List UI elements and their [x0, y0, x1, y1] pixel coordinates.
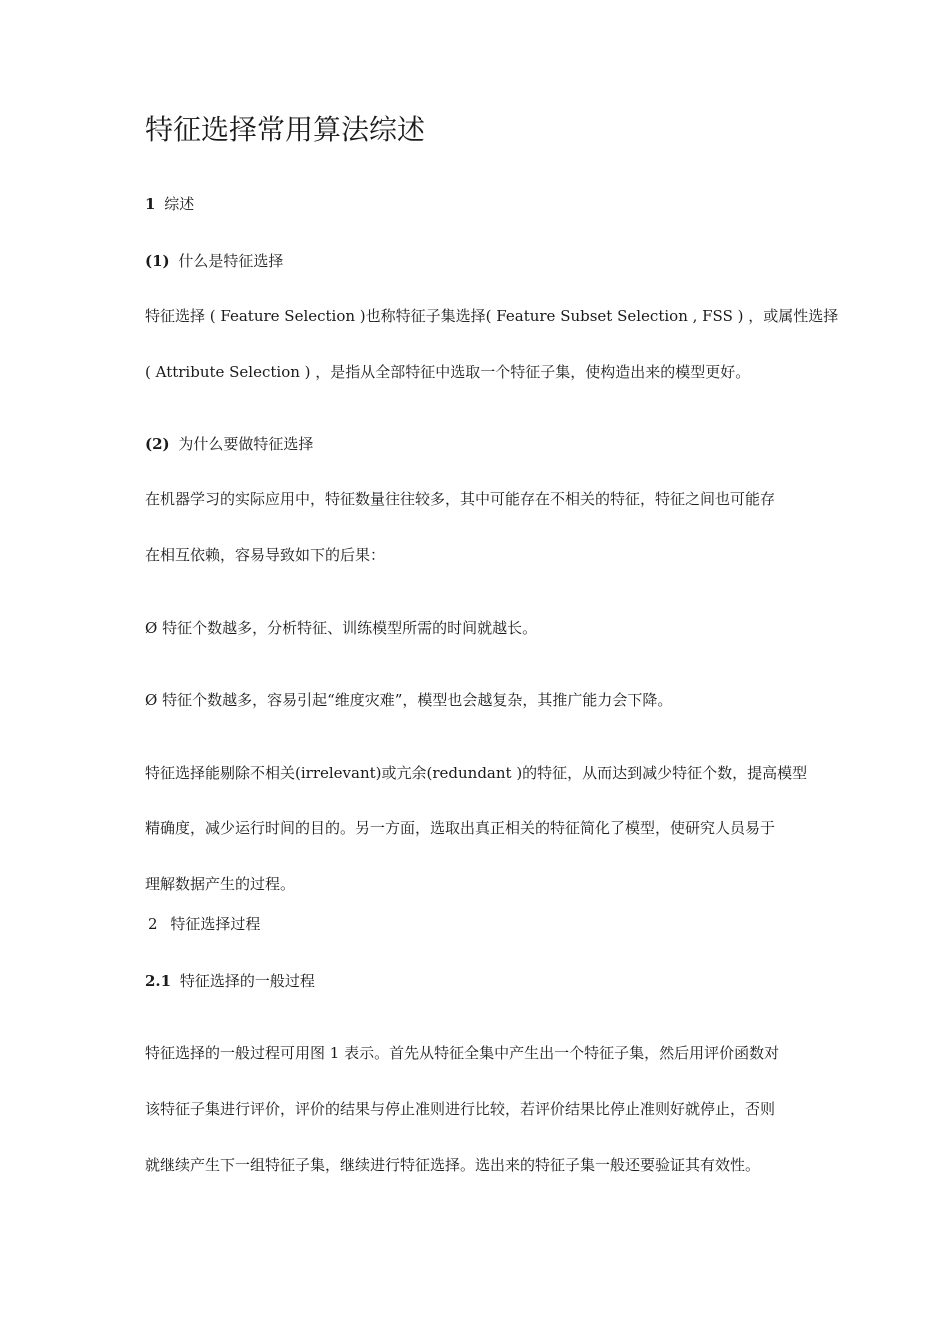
paragraph-line: 在相互依赖，容易导致如下的后果：: [145, 546, 386, 564]
subsection-heading: [145, 250, 283, 272]
paragraph-line: 精确度，减少运行时间的目的。另一方面，选取出真正相关的特征简化了模型，使研究人员易于: [145, 819, 776, 837]
section-heading: [145, 193, 194, 215]
bullet-item: Ø 特征个数越多，分析特征、训练模型所需的时间就越长。: [145, 619, 538, 637]
subsection-heading: [145, 433, 313, 455]
paragraph-line: ( Attribute Selection ) ，是指从全部特征中选取一个特征子集，使构造出来的模型更好。: [145, 363, 751, 381]
document-title: 特征选择常用算法综述: [145, 113, 426, 146]
subsection-title: 什么是特征选择: [178, 252, 284, 270]
bullet-item: Ø 特征个数越多，容易引起“维度灾难”，模型也会越复杂，其推广能力会下降。: [145, 691, 673, 709]
subsection-title: 为什么要做特征选择: [178, 435, 314, 453]
section-title: 特征选择过程: [170, 915, 261, 933]
section-title: 综述: [164, 195, 195, 213]
paragraph-line: 特征选择的一般过程可用图 1 表示。首先从特征全集中产生出一个特征子集，然后用评价函数对: [145, 1044, 780, 1062]
subsection-number: (2): [145, 435, 170, 453]
paragraph-line: 就继续产生下一组特征子集，继续进行特征选择。选出来的特征子集一般还要验证其有效性。: [145, 1156, 761, 1174]
section-number: 1: [145, 195, 156, 213]
section-number: 2: [148, 915, 158, 933]
subsection-number: 2.1: [145, 972, 172, 990]
subsection-heading: [145, 970, 315, 992]
paragraph-line: 特征选择能剔除不相关(irrelevant)或亢余(redundant )的特征，从而达到减少特征个数，提高模型: [145, 764, 808, 782]
paragraph-line: 理解数据产生的过程。: [145, 875, 296, 893]
paragraph-line: 在机器学习的实际应用中，特征数量往往较多，其中可能存在不相关的特征，特征之间也可能存: [145, 490, 776, 508]
paragraph-line: 特征选择 ( Feature Selection )也称特征子集选择( Feature Subset Selection , FSS ) ，或属性选择: [145, 307, 839, 325]
subsection-number: (1): [145, 252, 170, 270]
paragraph-line: 该特征子集进行评价，评价的结果与停止准则进行比较，若评价结果比停止准则好就停止，否则: [145, 1100, 776, 1118]
subsection-title: 特征选择的一般过程: [179, 972, 315, 990]
section-heading: [148, 913, 260, 935]
